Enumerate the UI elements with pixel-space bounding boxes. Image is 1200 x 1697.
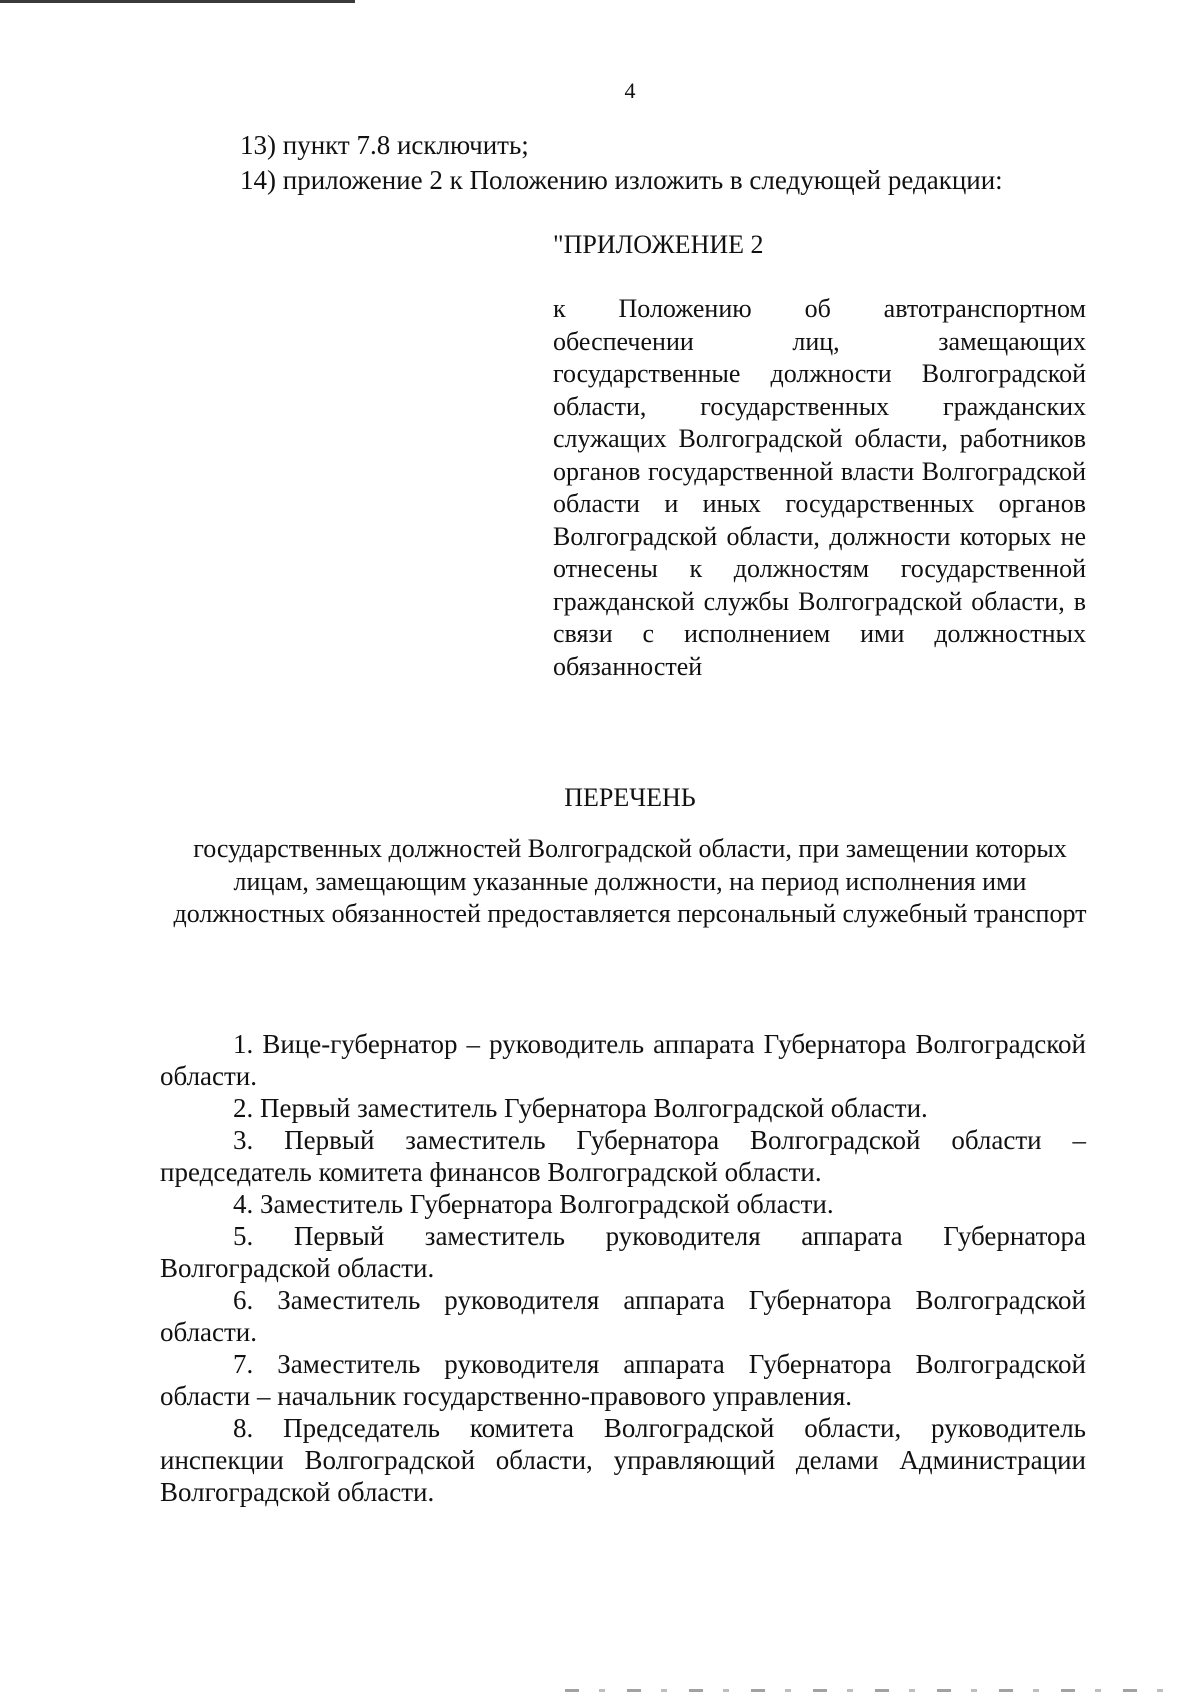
page-number: 4 xyxy=(624,78,636,103)
scan-bottom-noise xyxy=(565,1689,1165,1692)
list-item: 8. Председатель комитета Волгоградской области, руководитель инспекции Волгоградской области, управляющий делами Администрации Волгоградской области. xyxy=(160,1413,1086,1507)
amendment-item-13: 13) пункт 7.8 исключить; xyxy=(240,130,529,160)
list-item: 6. Заместитель руководителя аппарата Губернатора Волгоградской области. xyxy=(160,1285,1086,1347)
scan-edge-mark xyxy=(0,0,355,3)
amendment-item-14: 14) приложение 2 к Положению изложить в следующей редакции: xyxy=(240,165,1003,195)
list-item: 7. Заместитель руководителя аппарата Губернатора Волгоградской области – начальник государственно-правового управления. xyxy=(160,1349,1086,1411)
list-item: 5. Первый заместитель руководителя аппарата Губернатора Волгоградской области. xyxy=(160,1221,1086,1283)
appendix-reference: к Положению об автотранспортном обеспечении лиц, замещающих государственные должности Волгоградской области, государственных гражданских служащих Волгоградской области, работников органов государственной власти Волгоградской области и иных государственных органов Волгоградской области, должности которых не отнесены к должностям государственной гражданской службы Волгоградской области, в связи с исполнением ими должностных обязанностей xyxy=(553,294,1086,681)
positions-list xyxy=(160,1028,1086,1508)
list-item: 3. Первый заместитель Губернатора Волгоградской области – председатель комитета финансов Волгоградской области. xyxy=(160,1125,1086,1187)
list-item: 1. Вице-губернатор – руководитель аппарата Губернатора Волгоградской области. xyxy=(160,1029,1086,1091)
list-subtitle: государственных должностей Волгоградской области, при замещении которых лицам, замещающим указанные должности, на период исполнения ими должностных обязанностей предоставляется персональный служебный транспорт xyxy=(173,834,1087,928)
list-item: 4. Заместитель Губернатора Волгоградской области. xyxy=(233,1189,834,1219)
appendix-title: "ПРИЛОЖЕНИЕ 2 xyxy=(553,230,764,259)
list-item: 2. Первый заместитель Губернатора Волгоградской области. xyxy=(233,1093,928,1123)
list-title: ПЕРЕЧЕНЬ xyxy=(564,783,696,812)
